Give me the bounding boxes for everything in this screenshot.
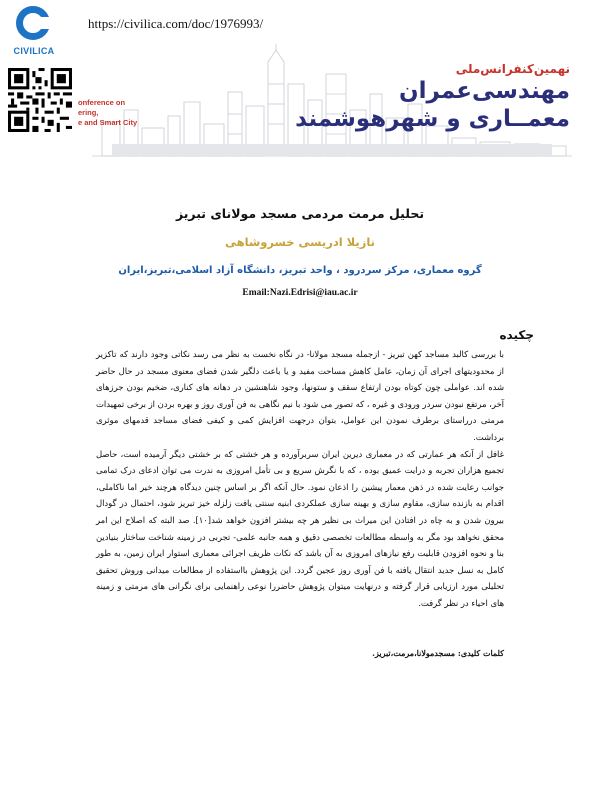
civilica-logo[interactable] — [6, 6, 62, 64]
abstract-paragraph-2: غافل از آنکه هر عمارتی که در معماری دیرین ایران سربرآورده و هر خشتی که بر خشتی دیگر آرمیده است، حاصل تجمیع هزاران تجربه و درایت عمیق بوده ، که با نگرش سریع و بی تأمل امروزی به ندرت می توان ادعای درک تمامی جوانب رعایت شده در ذهن معمار پیشین را اذعان نمود. حال آنکه اگر بر اساس چنین دیدگاه هرچند خیر اما ناکاملی، اقدام به بازنده سازی، مقاوم سازی و بهینه سازی عملکردی ابنیه سنتی یافت زلزله خیز تبریز شود، احتمال در گودال بیرون شدن و به چاه در افتادن این میراث بی نظیر هر چه بیشتر افزون خواهد شد[۱۰]. صد البته که اصلاح این امر محقق نخواهد بود مگر به واسطه مطالعات تخصصی دقیق و همه جانبه علمی- تجربی در زمینه شناخت ساختار بنیادین بنا و نحوه افزودن قابلیت رفع نیازهای امروزی به آن باشد که نکات ظریف اجرائی معماری استوار ایران زمین، به طور کامل به نسل جدید انتقال یافته با فن آوری روز عجین گردد. این پژوهش بااستفاده از مطالعات میدانی وروش تحقیق تحلیلی مورد ارزیابی قرار گرفته و درنهایت میتوان پژوهش حاضررا نوعی راهنمایی برای نگرانی های مرمتی و زمینه های احیاء در نظر گرفت. — [96, 448, 504, 608]
author-affiliation: گروه معماری، مرکز سردرود ، واحد تبریز، دانشگاه آزاد اسلامی،تبریز،ایران — [118, 265, 482, 276]
conference-subtitle: نهمین‌کنفرانس‌ملی — [455, 62, 570, 76]
conference-banner — [72, 44, 592, 164]
conference-english-title: onference on ering, e and Smart City — [78, 98, 138, 127]
abstract-paragraph-1: با بررسی کالبد مساجد کهن تبریز - ازجمله مسجد مولانا- در نگاه نخست به نظر می رسد نکاتی وجود دارند که تاکزیر از محدودیتهای اجرای آن زمان، عامل کاهش مساحت مفید و یا باعث دلگیر شدن فضای معنوی مسجد در حال حاضر شده اند. عواملی چون کوتاه بودن ارتفاع سقف و ستونها، وجود شاهنشین در دهانه های کناری، ضخیم بودن جرزهای آخر، مرتفع نبودن سردر ورودی و غیره ، که تصور می شود با نیم نگاهی به فن آوری روز و بهره بردن از برخی تمهیدات مرمتی درراستای برطرف نمودن این عوامل، بتوان درجهت افزایش کمی و کیفی فضای مساجد قدمهای موثری برداشت. — [96, 349, 504, 442]
logo-text: CIVILICA — [13, 46, 55, 56]
conference-title-line1: مهندسی‌عمران — [399, 78, 570, 104]
author-email: Email:Nazi.Edrisi@iau.ac.ir — [242, 288, 358, 298]
author-name: نازیلا ادریسی خسروشاهی — [225, 235, 375, 249]
conference-title-line2: معمــاری و شهرهوشمند — [295, 106, 570, 132]
document-url[interactable]: https://civilica.com/doc/1976993/ — [88, 16, 264, 31]
keywords: کلمات کلیدی: مسجدمولانا،مرمت،تبریز. — [372, 648, 504, 658]
abstract-heading: چکیده — [499, 328, 534, 342]
qr-code-icon — [8, 68, 72, 132]
paper-title: تحلیل مرمت مردمی مسجد مولانای تبریز — [175, 206, 425, 221]
abstract-body — [96, 346, 504, 612]
